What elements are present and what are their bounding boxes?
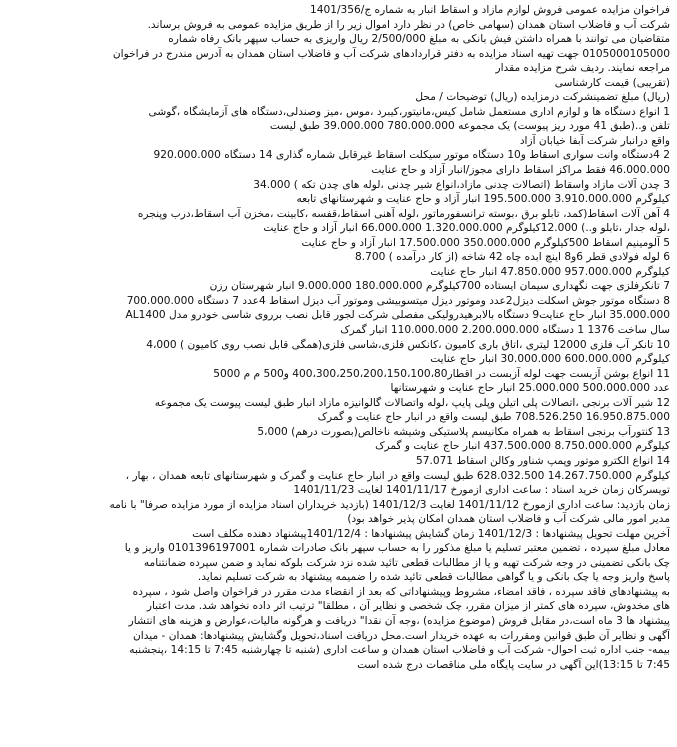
notice-line: 0105000105000 جهت تهیه اسناد مزایده به دفتر قراردادهای شرکت آب و فاضلاب استان همدان به آدرس مندرج در فراخوان <box>112 47 670 60</box>
notice-line: 1 انواع دستگاه ها و لوازم اداری مستعمل شامل کیس،مانیتور،کیبرد ،موس ،میز وصندلی،دستگاه های آزمایشگاه ،گوشی <box>148 105 670 118</box>
notice-line: معادل مبلغ سپرده ، تضمین معتبر تسلیم یا مبلغ مذکور را به حساب سپهر بانک صادرات شماره 0101396197001 واریز و یا <box>124 542 670 555</box>
notice-line: واقع درانبار شرکت آبفا خیابان آزاد <box>519 134 670 147</box>
notice-line: ،لوله جدار ،تابلو و..) 12.000کیلوگرم 1.320.000.000 66.000.000 انبار آزاد و حاج عنایت <box>263 222 670 235</box>
notice-line: چک بانکی تضمینی در وجه شرکت تهیه و یا از مطالبات قطعی تائید شده نزد شرکت بلوکه نماید و ضمن سپرده ضمانتنامه <box>143 556 670 569</box>
notice-line: آخرین مهلت تحویل پیشنهادها : 1401/12/3 زمان گشایش پیشنهادها : 1401/12/4پیشنهاد دهنده مکلف است <box>192 527 670 540</box>
notice-line: کیلوگرم 14.267.750.000 628.032.500 طبق لیست واقع در انبار حاج عنایت و گمرک و شهرستانهای تابعه همدان ، بهار ، <box>125 469 670 482</box>
notice-line: 4 آهن آلات اسقاط(کمد، تابلو برق ،بوسته ترانسفورماتور ،لوله آهنی اسقاط،قفسه ،کابینت ،مخزن آب اسقاط،درب وپنجره <box>137 207 670 220</box>
notice-line: 16.950.875.000 708.526.250 طبق لیست واقع در انبار حاج عنایت و گمرک <box>317 411 670 424</box>
notice-line: 7 تانکرفلزی جهت نگهداری سیمان ایستاده 700کیلوگرم 180.000.000 9.000.000 انبار شهرستان رزن <box>209 280 670 293</box>
notice-line: 5 آلومینیم اسقاط 500کیلوگرم 350.000.000 17.500.000 انبار آزاد و حاج عنایت <box>301 236 670 249</box>
notice-title: فراخوان مزایده عمومی فروش لوازم مازاد و اسقاط انبار به شماره ج/1401/356 <box>310 4 670 16</box>
notice-line: مدیر امور مالی شرکت آب و فاضلاب استان همدان امکان پذیر خواهد بود) <box>347 513 670 526</box>
notice-line: زمان بازدید: ساعت اداری ازمورخ 1401/11/12 لغایت 1401/12/3 (بازدید خریداران اسناد مزایده از مورد مزایده صرفا" با نامه <box>109 498 670 511</box>
notice-line: (تقریبی) قیمت کارشناسی <box>554 76 670 89</box>
notice-line: سال ساخت 1376 1 دستگاه 2.200.000.000 110.000.000 انبار گمرک <box>340 324 670 337</box>
notice-line: 35.000.000 انبار حاج عنایت9 دستگاه بالابرهیدرولیکی مفصلی شرکت لجور قابل نصب برروی شاسی خودرو مدل AL1400 <box>125 309 670 322</box>
notice-line: 8 دستگاه موتور جوش اسکلت دیزل2عدد وموتور دیزل میتسوبیشی وموتور آب دیزل اسقاط 4عدد 7 دستگاه 700.000.000 <box>126 294 670 307</box>
notice-line: کیلوگرم 3.910.000.000 195.500.000 انبار آزاد و حاج عنایت و شهرستانهای تابعه <box>296 193 670 206</box>
notice-line: 46.000.000 فقط مراکز اسقاط دارای مجوز/انبار آزاد و حاج عنایت <box>371 164 670 177</box>
notice-line: پاسخ واریز وجه یا چک بانکی و یا گواهی مطالبات قطعی تائید شده را ضمیمه پیشنهاد به شرکت تسلیم نماید. <box>197 571 670 584</box>
notice-line: شرکت آب و فاضلاب استان همدان (سهامی خاص) در نظر دارد اموال زیر را از طریق مزایده عمومی به فروش برساند. <box>147 18 670 31</box>
notice-line: به پیشنهادهای فاقد سپرده ، فاقد امضاء، مشروط وپیشنهاداتی که بعد از انقضاء مدت مقرر در فراخوان واصل شود ، سپرده <box>132 585 670 598</box>
notice-line: کیلوگرم 600.000.000 30.000.000 انبار حاج عنایت <box>430 353 670 366</box>
notice-line: عدد 500.000.000 25.000.000 انبار حاج عنایت و شهرستانها <box>390 382 670 395</box>
notice-line: 7:45 تا 13:15)این آگهی در سایت پایگاه ملی مناقصات درج شده است <box>357 658 670 671</box>
notice-line: 12 شیر آلات برنجی ،اتصالات پلی اتیلن وپلی پایپ ،لوله واتصالات گالوانیزه مازاد انبار طبق لیست پیوست یک مجموعه <box>154 396 670 409</box>
notice-line: بیمه- جنب اداره ثبت احوال- شرکت آب و فاضلاب استان همدان و ساعت اداری (شنبه تا چهارشنبه 7:45 تا 14:15 ،پنجشنبه <box>129 644 670 657</box>
notice-line: 13 کنتورآب برنجی اسقاط به همراه مکانیسم پلاستیکی وشیشه ناخالص(بصورت درهم) 5،000 <box>257 425 670 438</box>
notice-line: (ریال) مبلغ تضمینشرکت درمزایده (ریال) توضیحات / محل <box>415 91 670 104</box>
notice-line: 6 لوله فولادی قطر 6و8 اینچ ابده چاه 42 شاخه (از کار درآمده ) 8.700 <box>355 251 670 264</box>
notice-line: متقاضیان می توانند با همراه داشتن فیش بانکی به مبلغ 2/500/000 ریال واریزی به حساب سپهر بانک رفاه شماره <box>168 33 670 46</box>
notice-line: کیلوگرم 957.000.000 47.850.000 انبار حاج عنایت <box>430 265 670 278</box>
notice-line: تلفن و..(طبق 41 مورد ریز پیوست) یک مجموعه 780.000.000 39.000.000 طبق لیست <box>269 120 670 133</box>
notice-line: 3 چدن آلات مازاد واسقاط (اتصالات چدنی مازاد،انواع شیر چدنی ،لوله های چدن تکه ) 34.000 <box>253 178 670 191</box>
notice-line: تویسرکان زمان خرید اسناد : ساعت اداری ازمورخ 1401/11/17 لغایت 1401/11/23 <box>293 484 670 497</box>
notice-line: 10 تانکر آب فلزی 12000 لیتری ،اتاق باری کامیون ،کانکس فلزی،شاسی فلزی(همگی قابل نصب روی کامیون ) 4،000 <box>146 338 670 351</box>
notice-line: کیلوگرم 8.750.000.000 437.500.000 انبار حاج عنایت و گمرک <box>375 440 670 453</box>
notice-line: های مخدوش، سپرده های کمتر از میزان مقرر، چک شخصی و نظایر آن ، مطلقا" ترتیب اثر داده نخواهد شد. مدت اعتبار <box>146 600 670 613</box>
notice-line: پیشنهاد ها 3 ماه است،در مقابل فروش (موضوع مزایده) ،وجه آن نقدا" دریافت و هرگونه مالیات،عوارض و هزینه های انتشار <box>128 614 670 627</box>
notice-line: 14 انواع الکترو موتور وپمپ شناور وکالن اسقاط 57.071 <box>415 454 670 467</box>
notice-line: آگهی و نظایر آن طبق قوانین ومقررات به عهده خریدار است.محل دریافت اسناد،تحویل وگشایش پیشنهادها: همدان - میدان <box>132 629 670 642</box>
notice-line: مراجعه نمایند. ردیف شرح مزایده مقدار <box>495 62 670 75</box>
notice-line: 11 انواع بوشن آزبست جهت لوله آزبست در اقطار400،300،250،200،150،100،80 و500 م م 5000 <box>213 367 670 380</box>
notice-line: 2 4دستگاه وانت سواری اسقاط و10 دستگاه موتور سیکلت اسقاط غیرقابل شماره گذاری 14 دستگاه 920.000.000 <box>153 149 670 162</box>
